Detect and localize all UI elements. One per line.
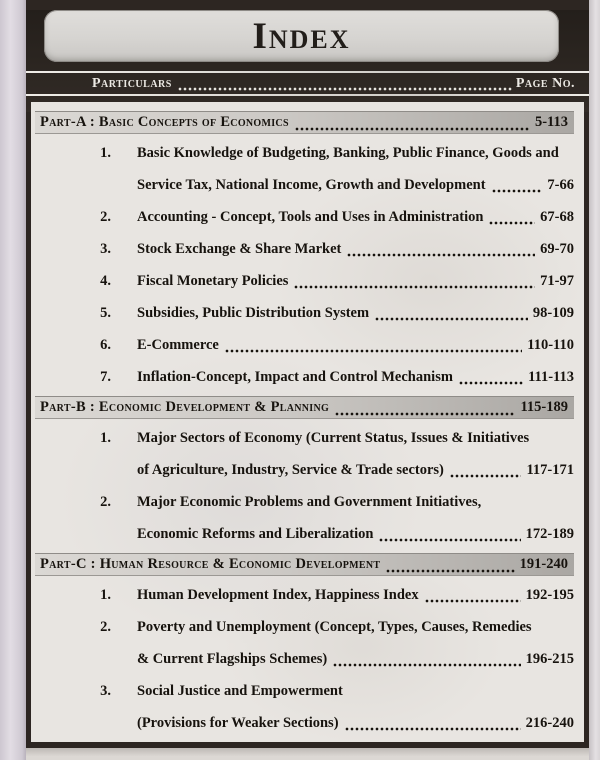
item-line [35,707,574,739]
item-number: 3. [100,240,111,257]
item-text: of Agriculture, Industry, Service & Trade sectors) [137,461,444,478]
item-pages: 216-240 [525,714,574,731]
item-line [35,169,574,201]
item-text: Inflation-Concept, Impact and Control Mechanism [137,368,453,385]
dot-leader [375,317,528,321]
item-number: 6. [100,336,111,353]
item-number: 7. [100,368,111,385]
item-text: & Current Flagships Schemes) [137,650,328,667]
page-title: Index [252,15,351,57]
dot-leader [335,412,515,416]
toc-item [35,201,574,233]
item-text: Major Sectors of Economy (Current Status, Issues & Initiatives [137,429,530,446]
dot-leader [379,538,520,542]
part-label: Part-B : Economic Development & Planning [40,399,330,415]
item-line [35,422,574,454]
item-line [35,361,574,393]
item-text: Basic Knowledge of Budgeting, Banking, Public Finance, Goods and [137,144,559,161]
item-number: 2. [100,208,111,225]
toc-item [35,329,574,361]
index-frame [26,0,589,748]
item-text: Stock Exchange & Share Market [137,240,342,257]
item-pages: 71-97 [540,272,574,289]
item-pages: 69-70 [540,240,574,257]
item-number: 2. [100,493,111,510]
item-line [35,233,574,265]
item-line [35,643,574,675]
item-number: 1. [100,144,111,161]
dot-leader [178,87,513,91]
item-line [35,297,574,329]
item-text: (Provisions for Weaker Sections) [137,714,339,731]
toc-item [35,265,574,297]
dot-leader [347,253,535,257]
toc-item [35,422,574,486]
item-text: Human Development Index, Happiness Index [137,586,419,603]
item-line [35,675,574,707]
part-header-b [35,396,574,419]
item-line [35,329,574,361]
toc-item [35,233,574,265]
dot-leader [489,221,535,225]
dot-leader [492,189,543,193]
item-text: Major Economic Problems and Government Initiatives, [137,493,482,510]
item-pages: 98-109 [532,304,574,321]
toc-item [35,675,574,739]
page-no-label: Page No. [515,75,575,91]
item-line [35,454,574,486]
item-text: Subsidies, Public Distribution System [137,304,370,321]
item-pages: 172-189 [525,525,574,542]
item-line [35,486,574,518]
part-header-a [35,111,574,134]
item-pages: 192-195 [525,586,574,603]
item-number: 2. [100,618,111,635]
part-pages: 5-113 [534,114,568,130]
part-pages: 115-189 [520,399,568,415]
part-header-c [35,553,574,576]
item-line [35,137,574,169]
item-pages: 110-110 [527,336,574,353]
toc-item [35,361,574,393]
page-edge-right [589,0,600,760]
item-number: 3. [100,682,111,699]
header-band [26,10,589,112]
item-text: Social Justice and Empowerment [137,682,343,699]
toc-item [35,137,574,201]
item-line [35,579,574,611]
item-text: Poverty and Unemployment (Concept, Types, Causes, Remedies [137,618,532,635]
dot-leader [425,599,521,603]
dot-leader [450,474,522,478]
item-pages: 117-171 [526,461,574,478]
page-edge-bottom [26,748,589,760]
part-pages: 191-240 [519,556,568,572]
item-line [35,518,574,550]
item-text: Economic Reforms and Liberalization [137,525,374,542]
dot-leader [345,727,521,731]
item-number: 1. [100,586,111,603]
toc-item [35,611,574,675]
part-label: Part-C : Human Resource & Economic Development [40,556,381,572]
particulars-row [26,73,589,94]
index-title-box [44,10,559,62]
separator-line [26,94,589,96]
item-number: 1. [100,429,111,446]
item-number: 5. [100,304,111,321]
item-pages: 7-66 [547,176,574,193]
item-line [35,201,574,233]
part-label: Part-A : Basic Concepts of Economics [40,114,289,130]
item-pages: 111-113 [528,368,574,385]
dot-leader [295,127,530,131]
item-line [35,611,574,643]
item-pages: 67-68 [540,208,574,225]
dot-leader [333,663,520,667]
item-text: E-Commerce [137,336,219,353]
item-pages: 196-215 [525,650,574,667]
dot-leader [225,349,522,353]
dot-leader [386,569,514,573]
page-edge-left [0,0,26,760]
item-number: 4. [100,272,111,289]
dot-leader [459,381,523,385]
item-line [35,265,574,297]
item-text: Accounting - Concept, Tools and Uses in Administration [137,208,484,225]
toc-content [31,102,584,742]
item-text: Service Tax, National Income, Growth and Development [137,176,486,193]
item-text: Fiscal Monetary Policies [137,272,289,289]
dot-leader [294,285,535,289]
particulars-label: Particulars [92,75,172,91]
toc-item [35,297,574,329]
toc-item [35,579,574,611]
toc-item [35,486,574,550]
